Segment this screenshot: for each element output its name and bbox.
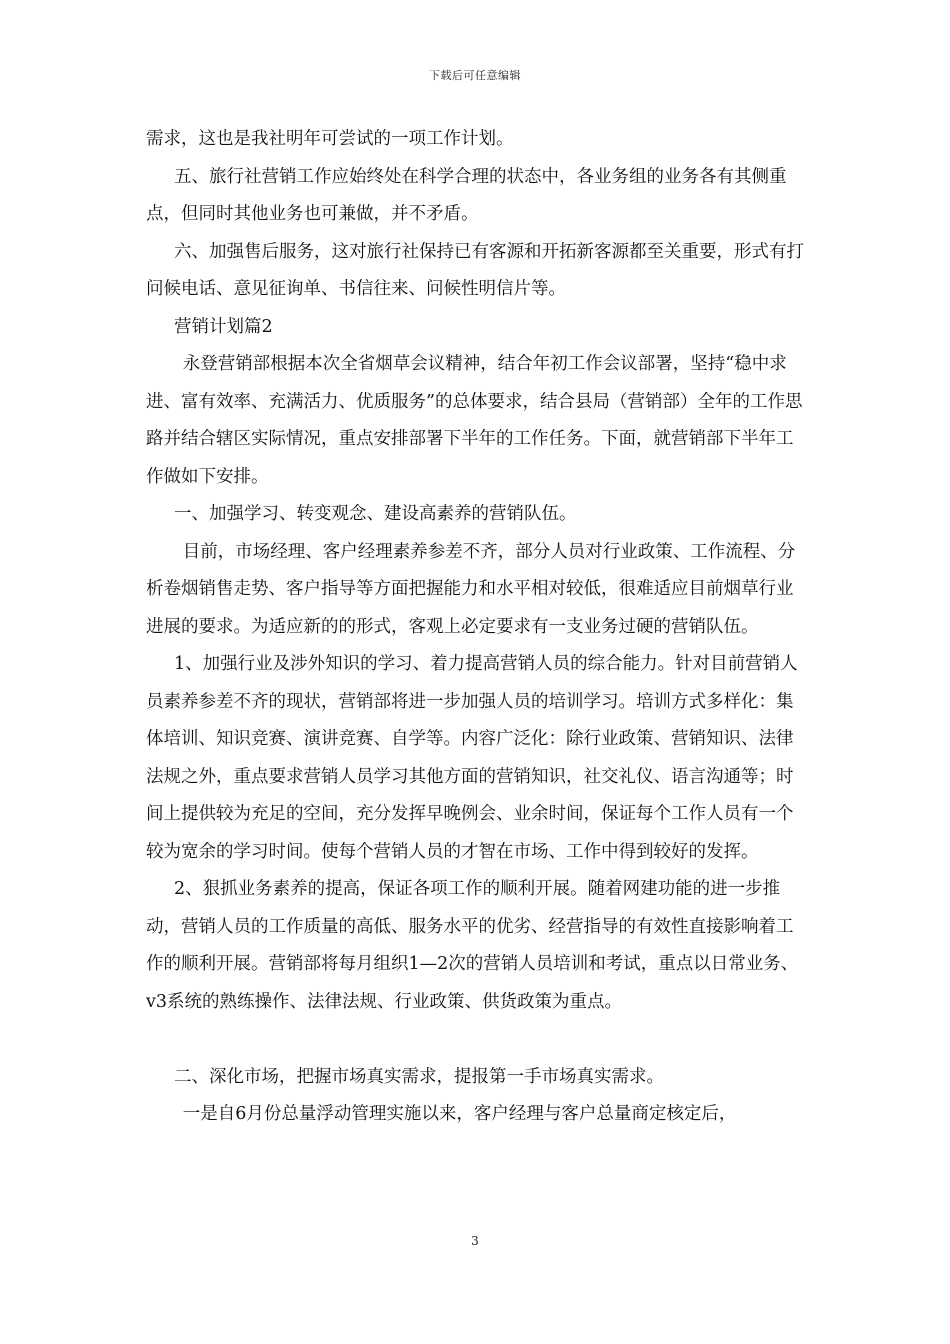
paragraph: 六、加强售后服务，这对旅行社保持已有客源和开拓新客源都至关重要，形式有打问候电话、意见征询单、书信往来、问候性明信片等。 bbox=[146, 241, 804, 299]
paragraph: 一、加强学习、转变观念、建设高素养的营销队伍。 bbox=[174, 504, 577, 524]
paragraph: 永登营销部根据本次全省烟草会议精神，结合年初工作会议部署，坚持“稳中求进、富有效率、充满活力、优质服务”的总体要求，结合县局（营销部）全年的工作思路并结合辖区实际情况，重点安排部署下半年的工作任务。下面，就营销部下半年工作做如下安排。 bbox=[146, 354, 803, 487]
page-header: 下载后可任意编辑 bbox=[429, 69, 521, 82]
paragraph: 五、旅行社营销工作应始终处在科学合理的状态中，各业务组的业务各有其侧重点，但同时其他业务也可兼做，并不矛盾。 bbox=[146, 166, 787, 224]
paragraph: 2、狠抓业务素养的提高，保证各项工作的顺利开展。随着网建功能的进一步推动，营销人员的工作质量的高低、服务水平的优劣、经营指导的有效性直接影响着工作的顺利开展。营销部将每月组织1—2次的营销人员培训和考试，重点以日常业务、v3系统的熟练操作、法律法规、行业政策、供货政策为重点。 bbox=[146, 879, 799, 1012]
paragraph: 需求，这也是我社明年可尝试的一项工作计划。 bbox=[146, 129, 514, 149]
paragraph-gap bbox=[146, 1021, 806, 1059]
paragraph: 一是自6月份总量浮动管理实施以来，客户经理与客户总量商定核定后， bbox=[182, 1104, 737, 1124]
paragraph: 二、深化市场，把握市场真实需求，提报第一手市场真实需求。 bbox=[174, 1066, 664, 1087]
document-body bbox=[146, 121, 806, 1134]
page-number: 3 bbox=[471, 1234, 479, 1248]
paragraph: 1、加强行业及涉外知识的学习、着力提高营销人员的综合能力。针对目前营销人员素养参差不齐的现状，营销部将进一步加强人员的培训学习。培训方式多样化：集体培训、知识竞赛、演讲竞赛、自学等。内容广泛化：除行业政策、营销知识、法律法规之外，重点要求营销人员学习其他方面的营销知识，社交礼仪、语言沟通等；时间上提供较为充足的空间，充分发挥早晚例会、业余时间，保证每个工作人员有一个较为宽余的学习时间。使每个营销人员的才智在市场、工作中得到较好的发挥。 bbox=[146, 654, 798, 862]
section-heading: 营销计划篇2 bbox=[174, 316, 273, 337]
paragraph: 目前，市场经理、客户经理素养参差不齐，部分人员对行业政策、工作流程、分析卷烟销售走势、客户指导等方面把握能力和水平相对较低，很难适应目前烟草行业进展的要求。为适应新的的形式，客观上必定要求有一支业务过硬的营销队伍。 bbox=[146, 541, 796, 637]
